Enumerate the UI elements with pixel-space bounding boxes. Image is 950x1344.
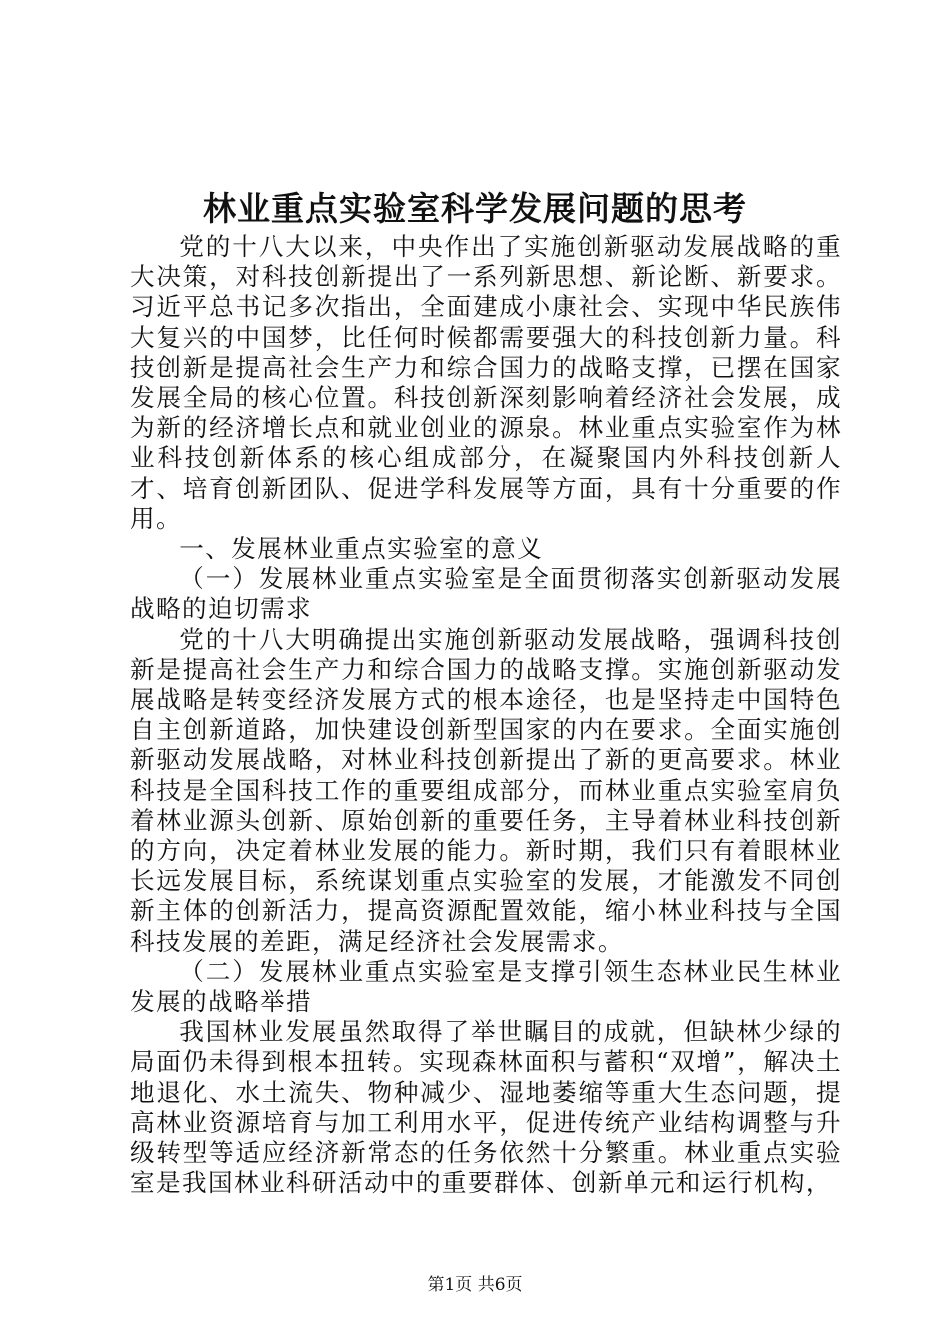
document-title: 林业重点实验室科学发展问题的思考 xyxy=(203,189,747,228)
paragraph-subsection-1: 党的十八大明确提出实施创新驱动发展战略，强调科技创新是提高社会生产力和综合国力的战略支撑。实施创新驱动发展战略是转变经济发展方式的根本途径，也是坚持走中国特色自主创新道路，加快建设创新型国家的内在要求。全面实施创新驱动发展战略，对林业科技创新提出了新的更高要求。林业科技是全国科技工作的重要组成部分，而林业重点实验室肩负着林业源头创新、原始创新的重要任务，主导着林业科技创新的方向，决定着林业发展的能力。新时期，我们只有着眼林业长远发展目标，系统谋划重点实验室的发展，才能激发不同创新主体的创新活力，提高资源配置效能，缩小林业科技与全国科技发展的差距，满足经济社会发展需求。 xyxy=(130,624,842,956)
section-heading-1: 一、发展林业重点实验室的意义 xyxy=(179,534,544,564)
paragraph-subsection-2: 我国林业发展虽然取得了举世瞩目的成就，但缺林少绿的局面仍未得到根本扭转。实现森林面积与蓄积“双增”，解决土地退化、水土流失、物种减少、湿地萎缩等重大生态问题，提高林业资源培育与加工利用水平，促进传统产业结构调整与升级转型等适应经济新常态的任务依然十分繁重。林业重点实验室是我国林业科研活动中的重要群体、创新单元和运行机构， xyxy=(130,1017,842,1198)
page-footer: 第1页 共6页 xyxy=(427,1275,523,1295)
document-body xyxy=(130,232,842,1199)
paragraph-intro: 党的十八大以来，中央作出了实施创新驱动发展战略的重大决策，对科技创新提出了一系列新思想、新论断、新要求。习近平总书记多次指出，全面建成小康社会、实现中华民族伟大复兴的中国梦，比任何时候都需要强大的科技创新力量。科技创新是提高社会生产力和综合国力的战略支撑，已摆在国家发展全局的核心位置。科技创新深刻影响着经济社会发展，成为新的经济增长点和就业创业的源泉。林业重点实验室作为林业科技创新体系的核心组成部分，在凝聚国内外科技创新人才、培育创新团队、促进学科发展等方面，具有十分重要的作用。 xyxy=(130,232,842,533)
subsection-heading-1: （一）发展林业重点实验室是全面贯彻落实创新驱动发展战略的迫切需求 xyxy=(130,564,842,624)
subsection-heading-2: （二）发展林业重点实验室是支撑引领生态林业民生林业发展的战略举措 xyxy=(130,956,842,1017)
